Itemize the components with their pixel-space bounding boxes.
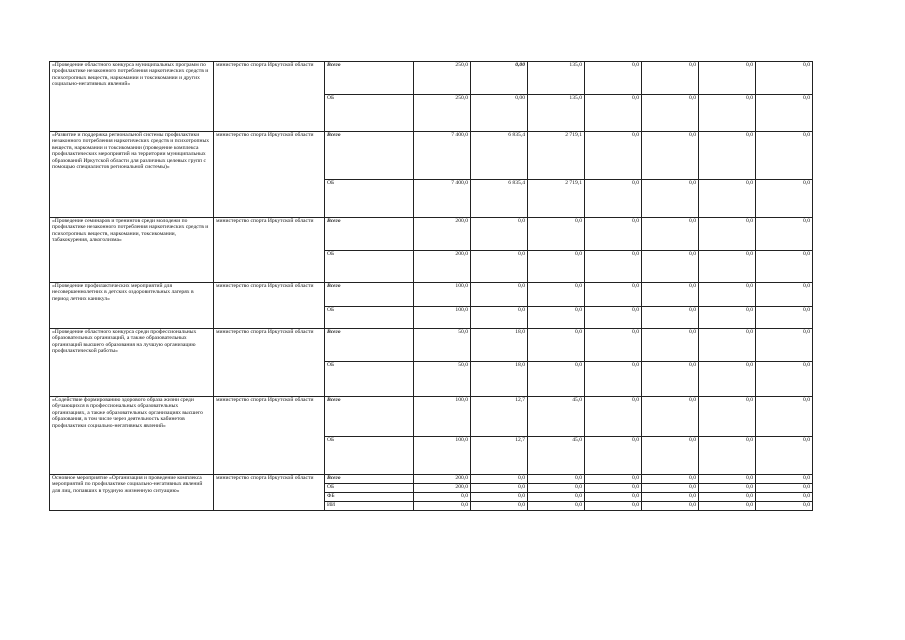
amount-cell: 0,0 <box>528 251 585 283</box>
amount-cell: 0,0 <box>642 484 699 493</box>
amount-cell: 0,0 <box>585 502 642 511</box>
amount-cell: 135,0 <box>528 95 585 132</box>
amount-cell: 0,0 <box>756 132 813 180</box>
amount-cell: 0,0 <box>756 283 813 307</box>
funding-source-cell: Всего <box>325 283 414 307</box>
document-page <box>49 61 813 511</box>
amount-cell: 0,0 <box>528 218 585 251</box>
amount-cell: 0,0 <box>756 95 813 132</box>
event-name-cell: «Проведение областного конкурса среди профессиональных образовательных организаций, а также образовательных организаций высшего образования на лучшую организацию профилактической работы» <box>50 329 214 397</box>
amount-cell: 0,0 <box>471 307 528 329</box>
amount-cell: 135,0 <box>528 62 585 95</box>
amount-cell: 0,00 <box>471 95 528 132</box>
amount-cell: 0,0 <box>528 493 585 502</box>
amount-cell: 12,7 <box>471 437 528 475</box>
funding-source-cell: Всего <box>325 329 414 362</box>
amount-cell: 0,0 <box>528 484 585 493</box>
amount-cell: 0,0 <box>471 502 528 511</box>
funding-source-cell: ФБ <box>325 493 414 502</box>
amount-cell: 0,0 <box>585 62 642 95</box>
amount-cell: 0,0 <box>471 218 528 251</box>
amount-cell: 0,0 <box>699 475 756 484</box>
amount-cell: 200,0 <box>414 475 471 484</box>
amount-cell: 0,0 <box>528 283 585 307</box>
amount-cell: 0,0 <box>471 475 528 484</box>
amount-cell: 0,0 <box>528 307 585 329</box>
amount-cell: 0,0 <box>642 502 699 511</box>
amount-cell: 0,0 <box>471 251 528 283</box>
funding-source-cell: ОБ <box>325 95 414 132</box>
funding-source-cell: ОБ <box>325 180 414 218</box>
event-name-cell: «Содействие формированию здорового образа жизни среди обучающихся в профессиональных образовательных организациях, а также образовательных организациях высшего образования, в том числе через деятельность кабинетов профилактики социально-негативных явлений» <box>50 397 214 475</box>
funding-source-cell: Всего <box>325 475 414 484</box>
amount-cell: 0,0 <box>699 283 756 307</box>
amount-cell: 100,0 <box>414 437 471 475</box>
amount-cell: 0,0 <box>756 484 813 493</box>
amount-cell: 0,0 <box>642 95 699 132</box>
amount-cell: 0,0 <box>528 475 585 484</box>
amount-cell: 100,0 <box>414 283 471 307</box>
amount-cell: 2 719,1 <box>528 180 585 218</box>
amount-cell: 0,0 <box>642 218 699 251</box>
amount-cell: 0,0 <box>699 437 756 475</box>
amount-cell: 250,0 <box>414 95 471 132</box>
executor-cell: министерство спорта Иркутской области <box>214 283 325 329</box>
executor-cell: министерство спорта Иркутской области <box>214 132 325 218</box>
funding-source-cell: ИИ <box>325 502 414 511</box>
amount-cell: 0,0 <box>642 251 699 283</box>
event-name-cell: «Проведение областного конкурса муниципальных программ по профилактике незаконного потребления наркотических средств и психотропных веществ, наркомании и токсикомании и других социально-негативных явлений» <box>50 62 214 132</box>
amount-cell: 0,0 <box>414 502 471 511</box>
amount-cell: 0,0 <box>471 484 528 493</box>
event-name-cell: «Проведение профилактических мероприятий для несовершеннолетних в детских оздоровительных лагерях в период летних каникул» <box>50 283 214 329</box>
amount-cell: 0,0 <box>756 329 813 362</box>
amount-cell: 0,0 <box>642 329 699 362</box>
amount-cell: 0,0 <box>585 362 642 397</box>
amount-cell: 50,0 <box>414 362 471 397</box>
event-name-cell: «Проведение семинаров и тренингов среди молодежи по профилактике незаконного потребления наркотических средств и психотропных веществ, наркомании, токсикомании, табакокурения, алкоголизма» <box>50 218 214 283</box>
amount-cell: 0,0 <box>585 437 642 475</box>
amount-cell: 0,0 <box>756 475 813 484</box>
amount-cell: 18,0 <box>471 362 528 397</box>
funding-source-cell: ОБ <box>325 484 414 493</box>
amount-cell: 0,0 <box>699 62 756 95</box>
amount-cell: 200,0 <box>414 218 471 251</box>
amount-cell: 0,0 <box>528 329 585 362</box>
amount-cell: 250,0 <box>414 62 471 95</box>
amount-cell: 0,0 <box>585 218 642 251</box>
amount-cell: 0,0 <box>642 475 699 484</box>
amount-cell: 0,0 <box>756 218 813 251</box>
funding-source-cell: ОБ <box>325 437 414 475</box>
amount-cell: 45,0 <box>528 397 585 437</box>
amount-cell: 0,0 <box>756 502 813 511</box>
funding-source-cell: ОБ <box>325 251 414 283</box>
amount-cell: 0,0 <box>585 251 642 283</box>
amount-cell: 0,0 <box>756 180 813 218</box>
executor-cell: министерство спорта Иркутской области <box>214 218 325 283</box>
amount-cell: 0,0 <box>642 62 699 95</box>
funding-source-cell: ОБ <box>325 362 414 397</box>
amount-cell: 0,0 <box>642 437 699 475</box>
funding-source-cell: Всего <box>325 62 414 95</box>
amount-cell: 12,7 <box>471 397 528 437</box>
amount-cell: 0,0 <box>585 493 642 502</box>
amount-cell: 100,0 <box>414 397 471 437</box>
amount-cell: 200,0 <box>414 484 471 493</box>
amount-cell: 0,0 <box>585 329 642 362</box>
budget-table <box>49 61 813 511</box>
table-row <box>50 397 813 437</box>
funding-source-cell: Всего <box>325 397 414 437</box>
amount-cell: 0,0 <box>699 362 756 397</box>
amount-cell: 0,0 <box>414 493 471 502</box>
amount-cell: 0,0 <box>756 307 813 329</box>
amount-cell: 0,0 <box>585 307 642 329</box>
amount-cell: 0,0 <box>642 362 699 397</box>
table-row <box>50 62 813 95</box>
amount-cell: 0,0 <box>471 283 528 307</box>
amount-cell: 6 835,4 <box>471 132 528 180</box>
amount-cell: 0,0 <box>585 283 642 307</box>
table-row <box>50 283 813 307</box>
amount-cell: 200,0 <box>414 251 471 283</box>
amount-cell: 0,00 <box>471 62 528 95</box>
amount-cell: 0,0 <box>699 218 756 251</box>
amount-cell: 0,0 <box>642 307 699 329</box>
table-row <box>50 475 813 484</box>
executor-cell: министерство спорта Иркутской области <box>214 475 325 511</box>
event-name-cell: «Развитие и поддержка региональной системы профилактики незаконного потребления наркотических средств и психотропных веществ, наркомании и токсикомании (проведение комплекса профилактических мероприятий на территории муниципальных образований Иркутской области для различных целевых групп с помощью специалистов региональной системы)» <box>50 132 214 218</box>
amount-cell: 0,0 <box>471 493 528 502</box>
funding-source-cell: Всего <box>325 132 414 180</box>
amount-cell: 18,0 <box>471 329 528 362</box>
amount-cell: 0,0 <box>699 95 756 132</box>
executor-cell: министерство спорта Иркутской области <box>214 329 325 397</box>
event-name-cell: Основное мероприятие «Организация и проведение комплекса мероприятий по профилактике социально-негативных явлений для лиц, попавших в трудную жизненную ситуацию» <box>50 475 214 511</box>
amount-cell: 0,0 <box>642 180 699 218</box>
amount-cell: 0,0 <box>642 132 699 180</box>
executor-cell: министерство спорта Иркутской области <box>214 62 325 132</box>
amount-cell: 0,0 <box>642 283 699 307</box>
amount-cell: 0,0 <box>756 362 813 397</box>
amount-cell: 0,0 <box>585 484 642 493</box>
amount-cell: 0,0 <box>756 493 813 502</box>
amount-cell: 7 400,0 <box>414 180 471 218</box>
amount-cell: 0,0 <box>756 62 813 95</box>
amount-cell: 6 835,4 <box>471 180 528 218</box>
table-row <box>50 132 813 180</box>
amount-cell: 0,0 <box>756 437 813 475</box>
amount-cell: 0,0 <box>585 475 642 484</box>
amount-cell: 0,0 <box>528 362 585 397</box>
amount-cell: 0,0 <box>699 251 756 283</box>
amount-cell: 100,0 <box>414 307 471 329</box>
table-row <box>50 329 813 362</box>
amount-cell: 0,0 <box>528 502 585 511</box>
amount-cell: 0,0 <box>699 493 756 502</box>
amount-cell: 0,0 <box>699 132 756 180</box>
amount-cell: 0,0 <box>699 329 756 362</box>
amount-cell: 0,0 <box>699 397 756 437</box>
amount-cell: 0,0 <box>699 484 756 493</box>
amount-cell: 0,0 <box>585 95 642 132</box>
amount-cell: 0,0 <box>699 307 756 329</box>
amount-cell: 0,0 <box>699 180 756 218</box>
amount-cell: 2 719,1 <box>528 132 585 180</box>
amount-cell: 50,0 <box>414 329 471 362</box>
amount-cell: 0,0 <box>756 397 813 437</box>
amount-cell: 0,0 <box>642 397 699 437</box>
table-row <box>50 218 813 251</box>
amount-cell: 0,0 <box>585 132 642 180</box>
funding-source-cell: ОБ <box>325 307 414 329</box>
amount-cell: 0,0 <box>756 251 813 283</box>
amount-cell: 0,0 <box>585 180 642 218</box>
amount-cell: 45,0 <box>528 437 585 475</box>
funding-source-cell: Всего <box>325 218 414 251</box>
amount-cell: 7 400,0 <box>414 132 471 180</box>
amount-cell: 0,0 <box>699 502 756 511</box>
amount-cell: 0,0 <box>642 493 699 502</box>
amount-cell: 0,0 <box>585 397 642 437</box>
executor-cell: министерство спорта Иркутской области <box>214 397 325 475</box>
